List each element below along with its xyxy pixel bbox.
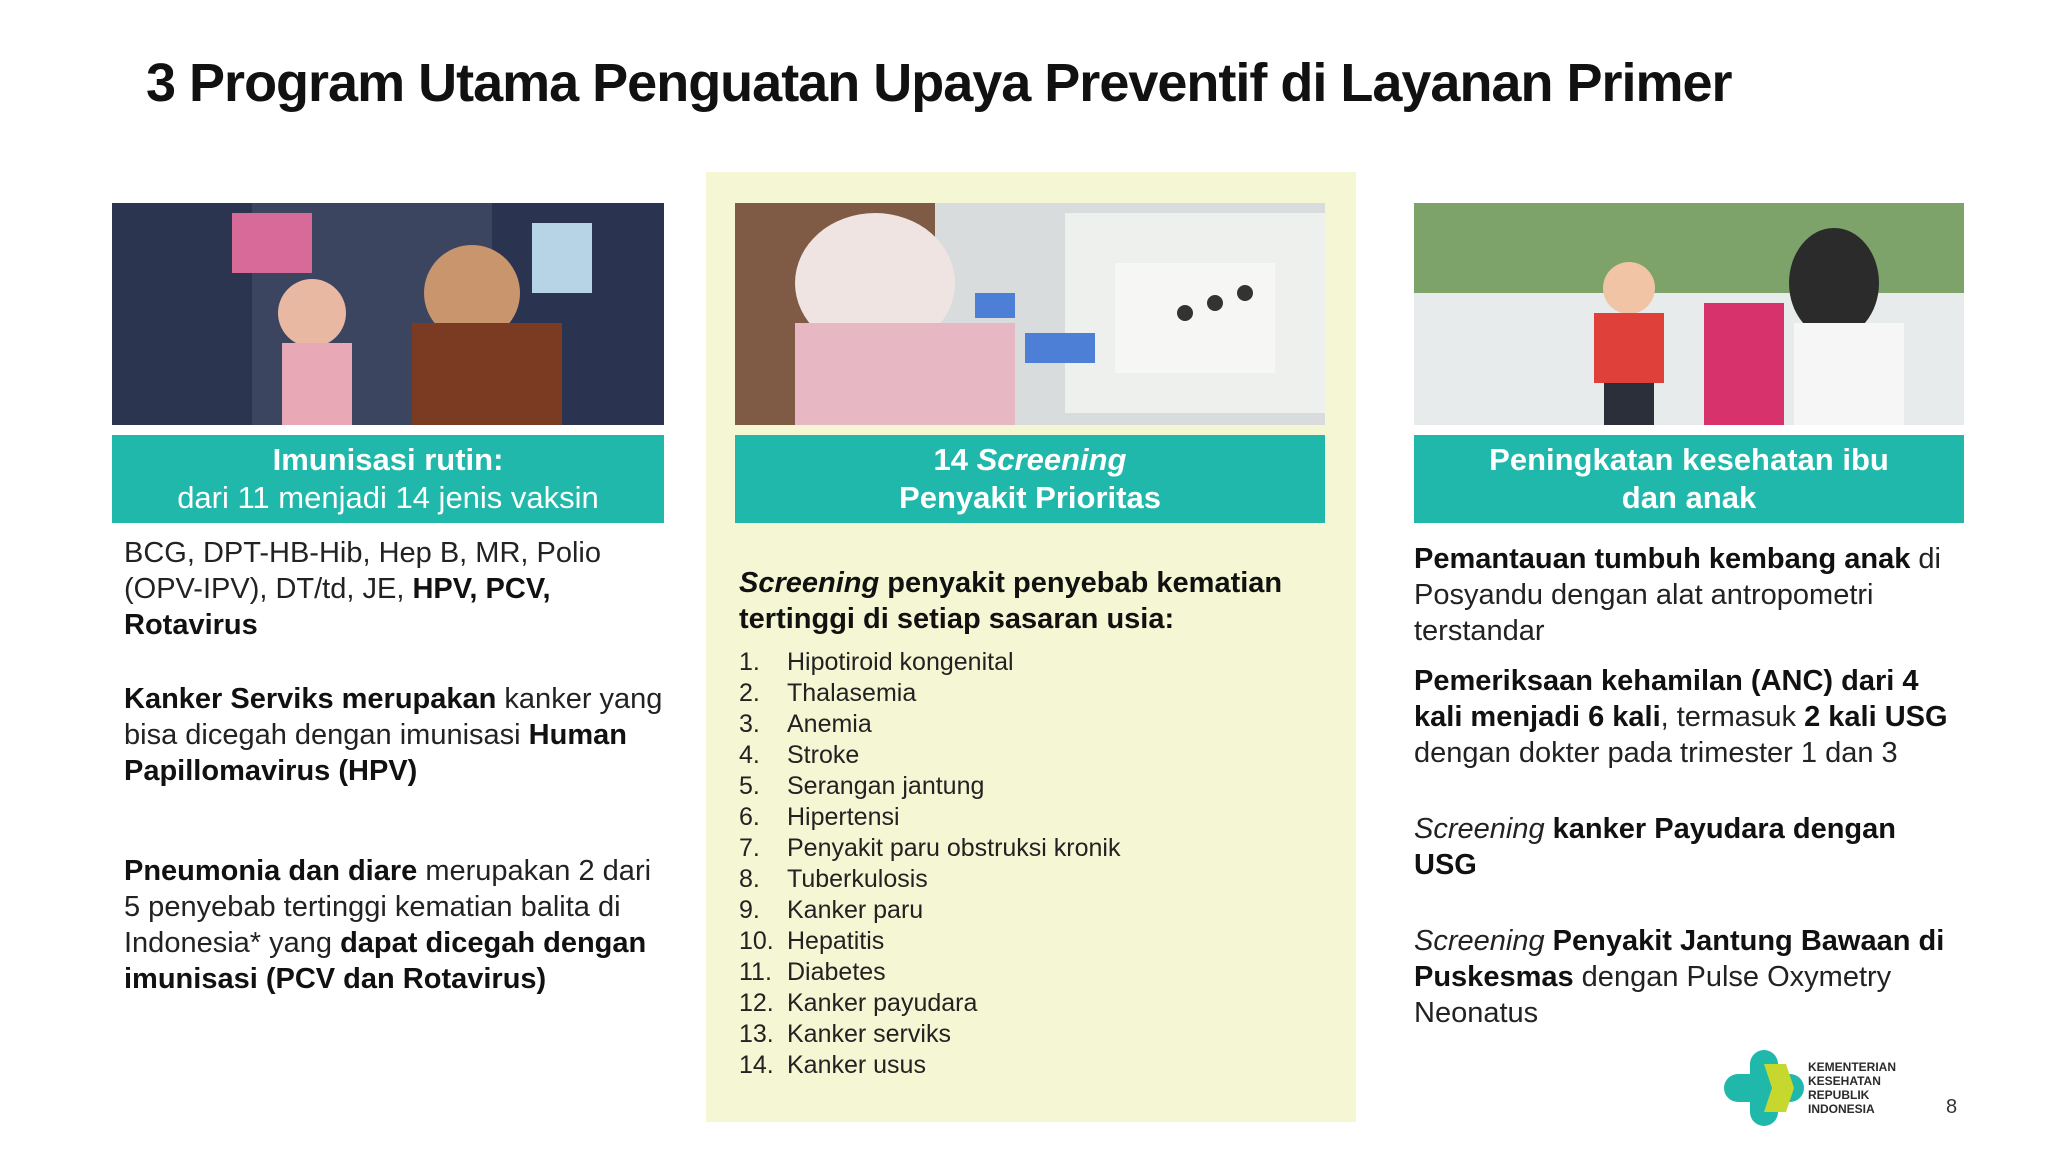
anc-paragraph bbox=[1414, 663, 1964, 771]
screening-list-item bbox=[739, 926, 1325, 957]
maternal-child-column bbox=[1414, 203, 1964, 1031]
maternal-child-banner bbox=[1414, 435, 1964, 523]
immunization-banner bbox=[112, 435, 664, 523]
page-title: 3 Program Utama Penguatan Upaya Preventif di Layanan Primer bbox=[146, 53, 1732, 113]
ministry-name-line1: KEMENTERIAN bbox=[1808, 1060, 1897, 1074]
screening-photo bbox=[735, 203, 1325, 425]
screening-item-number: 1. bbox=[739, 648, 760, 676]
screening-item-number: 3. bbox=[739, 710, 760, 738]
screening-banner-italic: Screening bbox=[976, 442, 1127, 477]
screening-item-label: Kanker usus bbox=[787, 1051, 926, 1079]
screening-item-label: Kanker paru bbox=[787, 896, 924, 924]
immunization-photo bbox=[112, 203, 664, 425]
screening-item-number: 8. bbox=[739, 865, 760, 893]
screening-banner-subtitle: Penyakit Prioritas bbox=[899, 480, 1161, 515]
pneumonia-plain: merupakan 2 dari 5 penyebab tertinggi kematian balita di Indonesia* yang bbox=[124, 855, 652, 959]
screening-list-item bbox=[739, 1019, 1325, 1050]
growth-plain: di Posyandu dengan alat antropometri terstandar bbox=[1414, 543, 1941, 647]
anc-plain-1: , termasuk bbox=[1660, 701, 1805, 733]
screening-item-number: 7. bbox=[739, 834, 760, 862]
screening-item-label: Stroke bbox=[787, 741, 860, 769]
heart-screening-italic: Screening bbox=[1414, 925, 1545, 957]
pneumonia-bold-1: Pneumonia dan diare bbox=[124, 855, 418, 887]
screening-item-label: Kanker payudara bbox=[787, 989, 978, 1017]
growth-bold: Pemantauan tumbuh kembang anak bbox=[1414, 543, 1911, 575]
screening-list-item bbox=[739, 678, 1325, 709]
screening-list-item bbox=[739, 833, 1325, 864]
heart-screening-bold: Penyakit Jantung Bawaan di Puskesmas bbox=[1414, 925, 1945, 993]
screening-item-label: Penyakit paru obstruksi kronik bbox=[787, 834, 1121, 862]
screening-list-item bbox=[739, 647, 1325, 678]
ministry-name bbox=[1808, 1060, 1896, 1116]
screening-item-label: Kanker serviks bbox=[787, 1020, 951, 1048]
vaccine-list bbox=[112, 535, 664, 643]
screening-item-number: 12. bbox=[739, 989, 774, 1017]
breast-screening-italic: Screening bbox=[1414, 813, 1545, 845]
hpv-bold-1: Kanker Serviks merupakan bbox=[124, 683, 497, 715]
screening-column bbox=[735, 203, 1325, 1081]
heart-screening-paragraph bbox=[1414, 923, 1964, 1031]
screening-intro-italic: Screening bbox=[739, 567, 880, 599]
screening-list-item bbox=[739, 1050, 1325, 1081]
hpv-paragraph bbox=[112, 681, 664, 789]
immunization-column bbox=[112, 203, 664, 997]
screening-item-number: 9. bbox=[739, 896, 760, 924]
anc-plain-2: dengan dokter pada trimester 1 dan 3 bbox=[1414, 737, 1898, 769]
screening-item-number: 4. bbox=[739, 741, 760, 769]
screening-item-number: 11. bbox=[739, 958, 772, 986]
screening-list-item bbox=[739, 771, 1325, 802]
page-number: 8 bbox=[1946, 1096, 1958, 1118]
ministry-name-line4: INDONESIA bbox=[1808, 1102, 1875, 1116]
maternal-child-photo bbox=[1414, 203, 1964, 425]
screening-list-item bbox=[739, 957, 1325, 988]
screening-item-label: Hepatitis bbox=[787, 927, 885, 955]
screening-banner-number: 14 bbox=[933, 442, 977, 477]
screening-banner bbox=[735, 435, 1325, 523]
screening-item-number: 13. bbox=[739, 1020, 774, 1048]
screening-intro bbox=[735, 565, 1325, 637]
anc-bold-2: 2 kali USG bbox=[1804, 701, 1948, 733]
maternal-child-banner-line1: Peningkatan kesehatan ibu bbox=[1489, 442, 1889, 477]
screening-item-label: Serangan jantung bbox=[787, 772, 985, 800]
screening-intro-rest: penyakit penyebab kematian tertinggi di setiap sasaran usia: bbox=[739, 567, 1283, 635]
immunization-banner-subtitle: dari 11 menjadi 14 jenis vaksin bbox=[177, 480, 599, 515]
screening-list-item bbox=[739, 709, 1325, 740]
screening-list bbox=[735, 647, 1325, 1081]
screening-list-item bbox=[739, 988, 1325, 1019]
vaccine-list-plain: BCG, DPT-HB-Hib, Hep B, MR, Polio (OPV-IPV), DT/td, JE, bbox=[124, 537, 601, 605]
screening-item-number: 2. bbox=[739, 679, 760, 707]
screening-item-label: Anemia bbox=[787, 710, 872, 738]
screening-item-label: Thalasemia bbox=[787, 679, 917, 707]
heart-screening-plain: dengan Pulse Oxymetry Neonatus bbox=[1414, 961, 1892, 1029]
screening-item-number: 6. bbox=[739, 803, 760, 831]
maternal-child-banner-line2: dan anak bbox=[1621, 480, 1757, 515]
ministry-name-line3: REPUBLIK bbox=[1808, 1088, 1870, 1102]
screening-list-item bbox=[739, 740, 1325, 771]
anc-bold-1: Pemeriksaan kehamilan (ANC) dari 4 kali menjadi 6 kali bbox=[1414, 665, 1919, 733]
ministry-name-line2: KESEHATAN bbox=[1808, 1074, 1881, 1088]
immunization-banner-title: Imunisasi rutin: bbox=[272, 442, 504, 477]
screening-item-label: Hipotiroid kongenital bbox=[787, 648, 1014, 676]
hpv-bold-2: Human Papillomavirus (HPV) bbox=[124, 719, 627, 787]
screening-item-label: Hipertensi bbox=[787, 803, 900, 831]
breast-screening-paragraph bbox=[1414, 811, 1964, 883]
hpv-plain: kanker yang bisa dicegah dengan imunisasi bbox=[124, 683, 663, 751]
vaccine-list-bold: HPV, PCV, Rotavirus bbox=[124, 573, 551, 641]
breast-screening-bold: kanker Payudara dengan USG bbox=[1414, 813, 1896, 881]
screening-list-item bbox=[739, 864, 1325, 895]
growth-monitoring-paragraph bbox=[1414, 541, 1964, 649]
screening-item-label: Tuberkulosis bbox=[787, 865, 928, 893]
screening-item-number: 10. bbox=[739, 927, 774, 955]
screening-list-item bbox=[739, 895, 1325, 926]
screening-item-number: 5. bbox=[739, 772, 760, 800]
pneumonia-paragraph bbox=[112, 853, 664, 997]
pneumonia-bold-2: dapat dicegah dengan imunisasi (PCV dan Rotavirus) bbox=[124, 927, 647, 995]
screening-item-number: 14. bbox=[739, 1051, 774, 1079]
screening-list-item bbox=[739, 802, 1325, 833]
screening-item-label: Diabetes bbox=[787, 958, 886, 986]
